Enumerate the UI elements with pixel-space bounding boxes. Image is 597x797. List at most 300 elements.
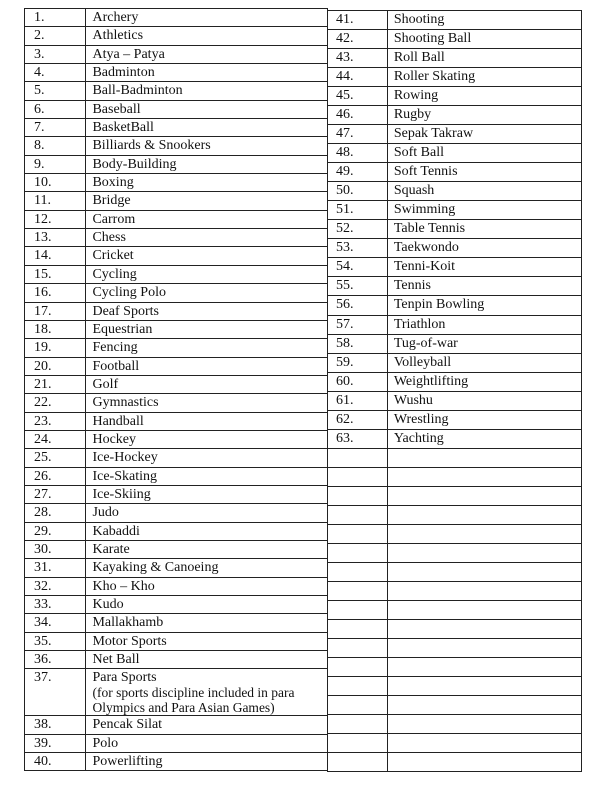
empty-cell	[387, 639, 581, 658]
sport-name-cell	[86, 27, 328, 45]
sport-name-cell	[86, 284, 328, 302]
empty-cell	[328, 581, 388, 600]
serial-number: 59.	[328, 353, 388, 372]
sport-name: Shooting Ball	[393, 31, 472, 47]
sport-name: Wrestling	[393, 411, 449, 427]
sport-name: Billiards & Snookers	[92, 138, 211, 154]
table-row	[25, 596, 328, 614]
table-row	[328, 30, 582, 49]
serial-number: 11.	[25, 192, 86, 210]
table-row	[25, 412, 328, 430]
empty-row	[328, 524, 582, 543]
sports-table-left	[24, 8, 328, 771]
sport-name-cell	[86, 412, 328, 430]
serial-number: 43.	[328, 49, 388, 68]
sport-name-cell	[86, 137, 328, 155]
empty-cell	[387, 696, 581, 715]
sport-name-cell	[387, 106, 581, 125]
table-row	[328, 11, 582, 30]
serial-number: 47.	[328, 125, 388, 144]
table-row	[25, 430, 328, 448]
serial-number: 20.	[25, 357, 86, 375]
empty-cell	[328, 486, 388, 505]
sport-name: Atya – Patya	[92, 46, 165, 62]
empty-row	[328, 562, 582, 581]
sport-name-cell	[86, 540, 328, 558]
sport-name-cell	[86, 375, 328, 393]
empty-cell	[328, 639, 388, 658]
sport-name: Soft Tennis	[393, 164, 458, 180]
table-row	[25, 192, 328, 210]
table-row	[25, 669, 328, 716]
sport-name-cell	[86, 9, 328, 27]
sport-name: Ice-Skiing	[92, 486, 151, 502]
sport-name-cell	[387, 353, 581, 372]
sport-name: Yachting	[393, 430, 444, 446]
sport-name: Boxing	[92, 175, 134, 191]
sport-name: Fencing	[92, 340, 138, 356]
serial-number: 46.	[328, 106, 388, 125]
sport-name-cell	[86, 192, 328, 210]
table-row	[25, 100, 328, 118]
serial-number: 53.	[328, 239, 388, 258]
empty-cell	[328, 715, 388, 734]
sport-name-cell	[387, 87, 581, 106]
serial-number: 38.	[25, 716, 86, 734]
sport-name-cell	[86, 82, 328, 100]
serial-number: 48.	[328, 144, 388, 163]
empty-cell	[387, 734, 581, 753]
sport-name-cell	[86, 357, 328, 375]
sport-name-cell	[86, 632, 328, 650]
sport-name: Roll Ball	[393, 50, 445, 66]
table-row	[328, 353, 582, 372]
sport-name-cell	[387, 239, 581, 258]
sport-name-cell	[387, 429, 581, 448]
sport-name-cell	[387, 49, 581, 68]
sport-name: Net Ball	[92, 652, 140, 668]
sport-name: Athletics	[92, 28, 144, 44]
serial-number: 19.	[25, 339, 86, 357]
table-row	[25, 302, 328, 320]
sport-name-cell	[86, 45, 328, 63]
table-row	[328, 87, 582, 106]
sport-name-cell	[86, 716, 328, 734]
serial-number: 51.	[328, 201, 388, 220]
sport-name: Taekwondo	[393, 240, 459, 256]
sport-name: Weightlifting	[393, 373, 469, 389]
table-row	[25, 284, 328, 302]
table-row	[25, 174, 328, 192]
table-row	[328, 334, 582, 353]
sport-name: Football	[92, 358, 140, 374]
table-row	[25, 82, 328, 100]
sport-name: Badminton	[92, 65, 155, 81]
serial-number: 52.	[328, 220, 388, 239]
sport-name-cell	[86, 320, 328, 338]
table-row	[25, 504, 328, 522]
empty-cell	[387, 600, 581, 619]
sport-name-cell	[86, 247, 328, 265]
serial-number: 18.	[25, 320, 86, 338]
table-row	[25, 320, 328, 338]
table-row	[25, 27, 328, 45]
sport-name-cell	[387, 30, 581, 49]
table-row	[25, 155, 328, 173]
serial-number: 22.	[25, 394, 86, 412]
serial-number: 40.	[25, 753, 86, 771]
sport-name: Bridge	[92, 193, 131, 209]
empty-cell	[328, 505, 388, 524]
serial-number: 42.	[328, 30, 388, 49]
serial-number: 27.	[25, 485, 86, 503]
sports-table-right	[327, 10, 582, 772]
sport-name: Hockey	[92, 431, 137, 447]
table-row	[328, 315, 582, 334]
serial-number: 8.	[25, 137, 86, 155]
empty-cell	[328, 562, 388, 581]
serial-number: 5.	[25, 82, 86, 100]
serial-number: 21.	[25, 375, 86, 393]
serial-number: 62.	[328, 410, 388, 429]
sport-name-cell	[86, 339, 328, 357]
serial-number: 49.	[328, 163, 388, 182]
serial-number: 44.	[328, 68, 388, 87]
sport-name: Swimming	[393, 202, 456, 218]
table-row	[25, 247, 328, 265]
sport-name-cell	[387, 68, 581, 87]
sport-name-cell	[86, 430, 328, 448]
sport-name: Kudo	[92, 597, 124, 612]
empty-row	[328, 581, 582, 600]
serial-number: 63.	[328, 429, 388, 448]
sport-name: Rugby	[393, 107, 432, 123]
table-row	[25, 716, 328, 734]
sport-name-cell	[86, 210, 328, 228]
serial-number: 54.	[328, 258, 388, 277]
table-row	[25, 614, 328, 632]
table-row	[328, 163, 582, 182]
serial-number: 32.	[25, 577, 86, 595]
table-row	[328, 220, 582, 239]
empty-row	[328, 696, 582, 715]
table-row	[25, 45, 328, 63]
sport-name-cell	[86, 651, 328, 669]
serial-number: 60.	[328, 372, 388, 391]
sport-name-cell	[387, 11, 581, 30]
sport-name: Equestrian	[92, 321, 153, 337]
table-row	[25, 467, 328, 485]
table-row	[25, 119, 328, 137]
sport-name: Cycling	[92, 266, 137, 282]
sport-name-cell	[387, 144, 581, 163]
sport-name: Cycling Polo	[92, 285, 166, 301]
sport-name: Roller Skating	[393, 69, 476, 85]
table-row	[25, 485, 328, 503]
serial-number: 17.	[25, 302, 86, 320]
sport-name: Deaf Sports	[92, 303, 159, 319]
sport-name: Archery	[92, 10, 139, 25]
sport-name: Table Tennis	[393, 221, 466, 237]
serial-number: 7.	[25, 119, 86, 137]
table-row	[328, 429, 582, 448]
sport-name-cell	[387, 220, 581, 239]
sport-name-cell	[86, 302, 328, 320]
empty-row	[328, 753, 582, 772]
sport-name-cell	[86, 753, 328, 771]
serial-number: 15.	[25, 265, 86, 283]
serial-number: 13.	[25, 229, 86, 247]
table-row	[25, 449, 328, 467]
empty-row	[328, 543, 582, 562]
serial-number: 39.	[25, 734, 86, 752]
sport-name: Powerlifting	[92, 754, 163, 770]
sport-note: (for sports discipline included in para Olympics and Para Asian Games)	[92, 685, 295, 716]
sport-name-cell	[86, 504, 328, 522]
serial-number: 41.	[328, 11, 388, 30]
sport-name-cell	[86, 155, 328, 173]
table-row	[25, 357, 328, 375]
table-row	[328, 296, 582, 315]
sport-name: Tennis	[393, 278, 431, 294]
serial-number: 30.	[25, 540, 86, 558]
sport-name-cell	[86, 119, 328, 137]
table-row	[25, 577, 328, 595]
table-row	[25, 210, 328, 228]
sport-name: Polo	[92, 735, 119, 751]
sport-name: Ice-Hockey	[92, 450, 158, 466]
empty-cell	[387, 448, 581, 467]
empty-cell	[328, 677, 388, 696]
sport-name-cell	[86, 577, 328, 595]
table-row	[328, 391, 582, 410]
sport-name: Cricket	[92, 248, 134, 264]
sport-name-cell	[387, 163, 581, 182]
serial-number: 3.	[25, 45, 86, 63]
sport-name-cell	[86, 265, 328, 283]
sport-name-cell	[387, 391, 581, 410]
serial-number: 16.	[25, 284, 86, 302]
table-row	[328, 258, 582, 277]
sport-name-cell	[86, 64, 328, 82]
serial-number: 50.	[328, 182, 388, 201]
empty-row	[328, 600, 582, 619]
table-row	[328, 277, 582, 296]
empty-row	[328, 639, 582, 658]
sport-name-cell	[86, 394, 328, 412]
sport-name: Shooting	[393, 12, 445, 27]
table-row	[25, 339, 328, 357]
empty-row	[328, 658, 582, 677]
sport-name: Handball	[92, 413, 144, 429]
empty-row	[328, 677, 582, 696]
table-row	[25, 753, 328, 771]
table-row	[25, 375, 328, 393]
table-row	[25, 394, 328, 412]
table-row	[25, 632, 328, 650]
empty-row	[328, 467, 582, 486]
sport-name: Pencak Silat	[92, 717, 163, 733]
sport-name-cell	[86, 229, 328, 247]
empty-row	[328, 505, 582, 524]
sport-name-cell	[86, 614, 328, 632]
sport-name: Karate	[92, 541, 130, 557]
sport-name: Chess	[92, 230, 126, 246]
table-row	[25, 734, 328, 752]
table-row	[25, 229, 328, 247]
empty-cell	[328, 696, 388, 715]
sport-name-cell	[86, 467, 328, 485]
table-row	[328, 239, 582, 258]
empty-cell	[387, 467, 581, 486]
serial-number: 1.	[25, 9, 86, 27]
serial-number: 10.	[25, 174, 86, 192]
sport-name: Ball-Badminton	[92, 83, 183, 99]
table-row	[25, 64, 328, 82]
serial-number: 25.	[25, 449, 86, 467]
empty-cell	[328, 543, 388, 562]
sport-name-cell	[387, 296, 581, 315]
table-row	[328, 106, 582, 125]
table-row	[328, 201, 582, 220]
sport-name: Judo	[92, 505, 119, 521]
sport-name: Sepak Takraw	[393, 126, 474, 142]
sport-name: Volleyball	[393, 354, 452, 370]
sport-name-cell	[86, 559, 328, 577]
sport-name-cell	[387, 125, 581, 144]
sport-name-cell	[387, 410, 581, 429]
sport-name: Rowing	[393, 88, 439, 104]
sport-name-cell	[86, 174, 328, 192]
serial-number: 61.	[328, 391, 388, 410]
table-row	[328, 49, 582, 68]
sport-name: Soft Ball	[393, 145, 444, 161]
serial-number: 57.	[328, 315, 388, 334]
table-row	[25, 651, 328, 669]
empty-cell	[328, 620, 388, 639]
sport-name: Triathlon	[393, 316, 446, 332]
sport-name: Kabaddi	[92, 523, 140, 539]
sport-name: Para Sports	[92, 670, 157, 686]
empty-cell	[387, 620, 581, 639]
empty-cell	[328, 524, 388, 543]
sport-name-cell	[86, 100, 328, 118]
table-row	[328, 144, 582, 163]
table-row	[25, 540, 328, 558]
sport-name: Motor Sports	[92, 633, 167, 649]
serial-number: 9.	[25, 155, 86, 173]
sport-name: Tug-of-war	[393, 335, 458, 351]
empty-row	[328, 620, 582, 639]
serial-number: 14.	[25, 247, 86, 265]
serial-number: 31.	[25, 559, 86, 577]
empty-cell	[387, 524, 581, 543]
empty-cell	[328, 600, 388, 619]
table-row	[25, 559, 328, 577]
serial-number: 37.	[25, 669, 86, 716]
sport-name-cell	[387, 182, 581, 201]
serial-number: 45.	[328, 87, 388, 106]
serial-number: 26.	[25, 467, 86, 485]
empty-cell	[387, 753, 581, 772]
serial-number: 35.	[25, 632, 86, 650]
sport-name: Ice-Skating	[92, 468, 157, 484]
sport-name: Gymnastics	[92, 395, 159, 411]
sport-name-cell	[86, 669, 328, 716]
table-row	[25, 522, 328, 540]
empty-cell	[328, 734, 388, 753]
sport-name: Carrom	[92, 211, 136, 227]
serial-number: 12.	[25, 210, 86, 228]
sport-name: Kho – Kho	[92, 578, 155, 594]
empty-cell	[387, 562, 581, 581]
sport-name: Kayaking & Canoeing	[92, 560, 219, 576]
serial-number: 29.	[25, 522, 86, 540]
empty-cell	[387, 677, 581, 696]
table-row	[328, 125, 582, 144]
empty-row	[328, 715, 582, 734]
empty-cell	[387, 505, 581, 524]
sport-name: Tenpin Bowling	[393, 297, 485, 313]
serial-number: 55.	[328, 277, 388, 296]
empty-cell	[387, 543, 581, 562]
sport-name: Golf	[92, 376, 119, 392]
empty-cell	[387, 658, 581, 677]
sport-name: Tenni-Koit	[393, 259, 456, 275]
table-row	[25, 265, 328, 283]
sport-name-cell	[387, 334, 581, 353]
sport-name-cell	[387, 277, 581, 296]
sport-name: Squash	[393, 183, 435, 199]
empty-cell	[328, 448, 388, 467]
sport-name-cell	[387, 372, 581, 391]
sport-name-cell	[86, 485, 328, 503]
serial-number: 24.	[25, 430, 86, 448]
empty-cell	[328, 658, 388, 677]
serial-number: 6.	[25, 100, 86, 118]
empty-row	[328, 448, 582, 467]
serial-number: 2.	[25, 27, 86, 45]
serial-number: 28.	[25, 504, 86, 522]
sport-name-cell	[387, 258, 581, 277]
empty-cell	[387, 581, 581, 600]
serial-number: 34.	[25, 614, 86, 632]
table-row	[25, 9, 328, 27]
sport-name-cell	[86, 449, 328, 467]
table-row	[328, 410, 582, 429]
serial-number: 33.	[25, 596, 86, 614]
empty-cell	[387, 486, 581, 505]
serial-number: 56.	[328, 296, 388, 315]
sport-name: Baseball	[92, 101, 141, 117]
empty-cell	[328, 467, 388, 486]
empty-row	[328, 734, 582, 753]
table-row	[328, 68, 582, 87]
serial-number: 4.	[25, 64, 86, 82]
sport-name: BasketBall	[92, 120, 154, 136]
empty-row	[328, 486, 582, 505]
empty-cell	[328, 753, 388, 772]
empty-cell	[387, 715, 581, 734]
table-row	[328, 182, 582, 201]
serial-number: 23.	[25, 412, 86, 430]
sport-name: Wushu	[393, 392, 433, 408]
sport-name-cell	[86, 596, 328, 614]
sport-name: Mallakhamb	[92, 615, 164, 631]
serial-number: 58.	[328, 334, 388, 353]
table-row	[25, 137, 328, 155]
sport-name-cell	[86, 734, 328, 752]
